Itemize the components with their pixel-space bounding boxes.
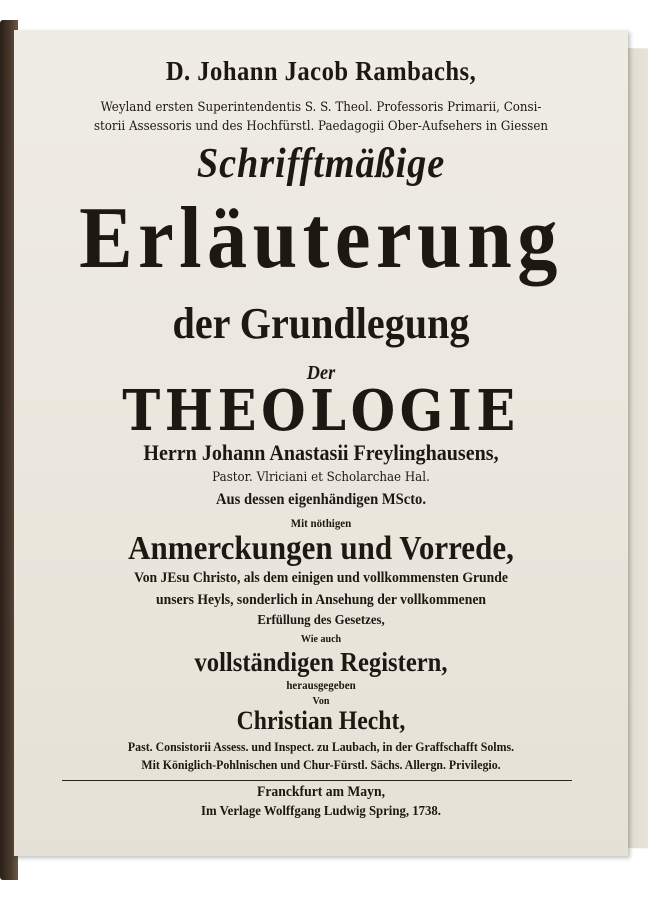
description-line-2: unsers Heyls, sonderlich in Ansehung der vollkommenen <box>155 592 487 608</box>
subject-line-2: Pastor. Vlriciani et Scholarchae Hal. <box>212 470 430 485</box>
imprint-divider <box>62 780 572 781</box>
imprint-publisher: Im Verlage Wolffgang Ludwig Spring, 1738. <box>201 804 441 819</box>
editor-line: Christian Hecht, <box>236 706 406 735</box>
title-line-5: THEOLOGIE <box>122 378 520 444</box>
author-titles-line-1: Weyland ersten Superintendentis S. S. Theol. Professoris Primarii, Consi- <box>100 100 542 115</box>
title-line-1: Schrifftmäßige <box>196 141 446 187</box>
source-line: Aus dessen eigenhändigen MScto. <box>216 491 426 508</box>
subject-line-1: Herrn Johann Anastasii Freylinghausens, <box>143 440 499 465</box>
imprint-place: Franckfurt am Mayn, <box>256 784 386 800</box>
by-line: Von <box>312 695 330 707</box>
editor-titles-line: Past. Consistorii Assess. und Inspect. zu Laubach, in der Graffschafft Solms. <box>127 739 515 754</box>
author-line: D. Johann Jacob Rambachs, <box>165 56 477 86</box>
notes-line: Anmerckungen und Vorrede, <box>128 530 514 567</box>
edited-line: herausgegeben <box>286 678 356 692</box>
with-line: Mit nöthigen <box>290 516 352 530</box>
indexes-line: vollständigen Registern, <box>194 647 448 677</box>
title-line-2: Erläuterung <box>79 190 563 287</box>
title-line-4: Der <box>306 362 336 384</box>
title-line-3: der Grundlegung <box>172 299 470 348</box>
author-titles-line-2: storii Assessoris und des Hochfürstl. Paedagogii Ober-Aufsehers in Giessen <box>93 119 549 134</box>
also-line: Wie auch <box>300 633 342 645</box>
description-line-1: Von JEsu Christo, als dem einigen und vollkommensten Grunde <box>134 570 508 586</box>
description-line-3: Erfüllung des Gesetzes, <box>257 613 385 628</box>
title-page <box>14 30 628 856</box>
privilege-line: Mit Königlich-Pohlnischen und Chur-Fürstl. Sächs. Allergn. Privilegio. <box>141 757 501 772</box>
